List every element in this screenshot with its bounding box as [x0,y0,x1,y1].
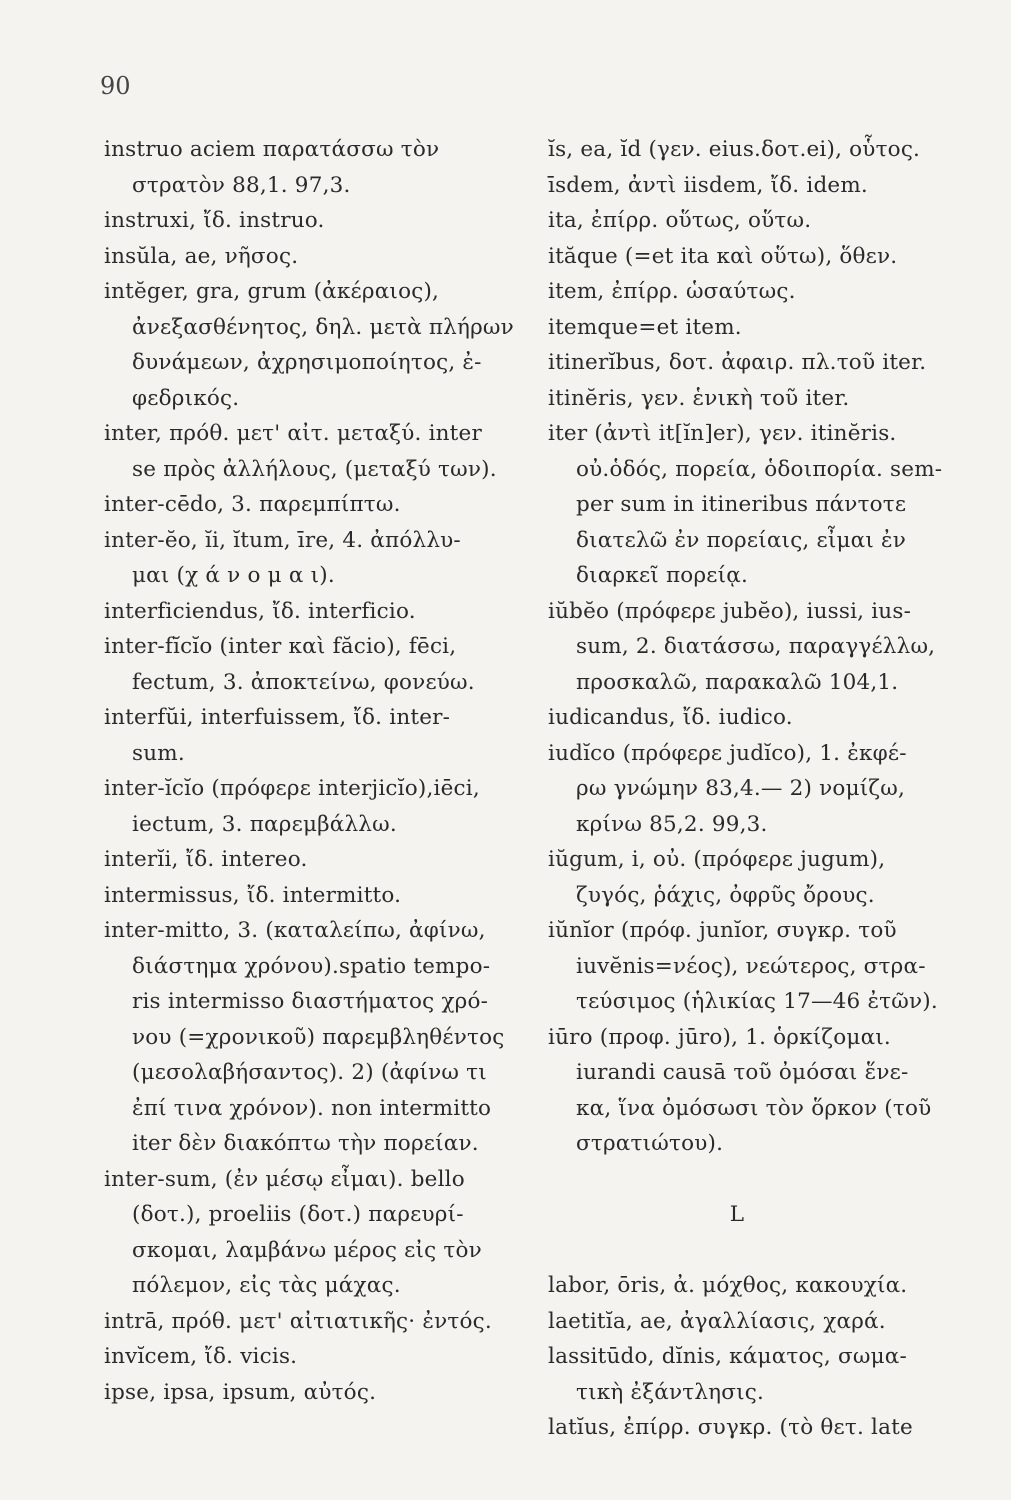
left-entry-line: interĭi, ἴδ. intereo. [104,847,308,872]
left-continuation-line: διάστημα χρόνου).spatio tempo- [132,953,491,979]
left-entry-line: inter-ĕo, ĭi, ĭtum, īre, 4. ἀπόλλυ- [104,527,461,553]
left-entry-line: intermissus, ἴδ. intermitto. [104,882,402,908]
left-entry-line: instruo aciem παρατάσσω τὸν [104,137,440,162]
right-column [548,132,966,1446]
left-entry-line: inter-fĭcĭo (inter καὶ făcio), fēci, [104,634,457,659]
right-entry-line: iudĭco (πρόφερε judĭco), 1. ἐκφέ- [548,740,907,766]
left-continuation-line: sum. [132,740,185,766]
right-entry-line: ităque (=et ita καὶ οὕτω), ὅθεν. [548,243,898,269]
right-entry-line: itinerĭbus, δοτ. ἀφαιρ. πλ.τοῦ iter. [548,350,927,375]
left-continuation-line: se πρὸς ἀλλήλους, (μεταξύ των). [132,456,497,482]
left-continuation-line: (δοτ.), proeliis (δοτ.) παρευρί- [132,1202,464,1227]
right-entry-line: lassitūdo, dĭnis, κάματος, σωμα- [548,1344,907,1369]
right-entry-line: iūro (προφ. jūro), 1. ὁρκίζομαι. [548,1024,891,1050]
left-continuation-line: fectum, 3. ἀποκτείνω, φονεύω. [132,669,475,695]
right-entry-line: ĭs, ea, ĭd (γεν. eius.δοτ.ei), οὗτος. [548,137,921,162]
right-entry-line: itemque=et item. [548,314,742,340]
right-entry-line: īsdem, ἀντὶ iisdem, ἴδ. idem. [548,172,868,198]
right-entry-line: latĭus, ἐπίρρ. συγκρ. (τὸ θετ. late [548,1415,913,1440]
left-entry-line: instruxi, ἴδ. instruo. [104,208,325,233]
left-continuation-line: ἀνεξασθένητος, δηλ. μετὰ πλήρων [132,314,514,340]
left-continuation-line: iectum, 3. παρεμβάλλω. [132,811,397,837]
right-continuation-line: ρω γνώμην 83,4.— 2) νομίζω, [576,776,905,801]
left-entry-line: inter-mitto, 3. (καταλείπω, ἀφίνω, [104,918,486,943]
left-entry-line: inter-sum, (ἐν μέσῳ εἶμαι). bello [104,1166,465,1192]
left-continuation-line: ἐπί τινα χρόνον). non intermitto [132,1095,492,1121]
left-continuation-line: (μεσολαβήσαντος). 2) (ἀφίνω τι [132,1060,487,1085]
left-continuation-line: δυνάμεων, ἀχρησιμοποίητος, ἐ- [132,350,482,375]
left-continuation-line: ris intermisso διαστήματος χρό- [132,989,489,1014]
left-continuation-line: μαι (χ ά ν ο μ α ι). [132,563,335,588]
right-continuation-line: τεύσιμος (ἡλικίας 17—46 ἐτῶν). [576,989,938,1014]
left-entry-line: intrā, πρόθ. μετ' αἰτιατικῆς· ἐντός. [104,1308,492,1334]
right-continuation-line: iuvĕnis=νέος), νεώτερος, στρα- [576,953,926,979]
right-continuation-line: κρίνω 85,2. 99,3. [576,811,768,837]
right-continuation-line: προσκαλῶ, παρακαλῶ 104,1. [576,669,899,695]
left-entry-line: ipse, ipsa, ipsum, αὐτός. [104,1379,377,1405]
page-number: 90 [100,72,131,100]
left-continuation-line: σκομαι, λαμβάνω μέρος εἰς τὸν [132,1237,482,1263]
right-continuation-line: κα, ἵνα ὀμόσωσι τὸν ὅρκον (τοῦ [576,1095,932,1121]
right-continuation-line: διαρκεῖ πορείᾳ. [576,563,749,588]
right-entry-line: item, ἐπίρρ. ὡσαύτως. [548,279,796,304]
right-entry-line: iŭnĭor (πρόφ. junĭor, συγκρ. τοῦ [548,918,897,943]
right-continuation-line: διατελῶ ἐν πορείαις, εἶμαι ἐν [576,527,907,553]
left-entry-line: invĭcem, ἴδ. vicis. [104,1344,298,1369]
left-entry-line: inter, πρόθ. μετ' αἰτ. μεταξύ. inter [104,421,482,446]
left-entry-line: inter-cēdo, 3. παρεμπίπτω. [104,492,401,517]
right-continuation-line: iurandi causā τοῦ ὀμόσαι ἕνε- [576,1060,909,1085]
right-entry-line: iŭbĕo (πρόφερε jubĕo), iussi, ius- [548,598,912,624]
left-entry-line: interficiendus, ἴδ. interficio. [104,598,416,624]
left-entry-line: intĕger, gra, grum (ἀκέραιος), [104,279,440,304]
right-entry-line: iŭgum, i, οὐ. (πρόφερε jugum), [548,847,886,872]
left-continuation-line: πόλεμον, εἰς τὰς μάχας. [132,1273,401,1298]
right-entry-line: laetitĭa, ae, ἀγαλλίασις, χαρά. [548,1308,886,1334]
right-entry-line: ita, ἐπίρρ. οὕτως, οὕτω. [548,208,812,233]
right-entry-line: iter (ἀντὶ it[ĭn]er), γεν. itinĕris. [548,421,897,446]
right-continuation-line: οὐ.ὁδός, πορεία, ὁδοιπορία. sem- [576,456,943,482]
left-entry-line: inter-ĭcĭo (πρόφερε interjicĭo),iēci, [104,776,480,801]
left-column [104,132,524,1410]
right-continuation-line: per sum in itineribus πάντοτε [576,492,907,517]
left-continuation-line: στρατὸν 88,1. 97,3. [132,172,351,198]
right-entry-line: iudicandus, ἴδ. iudico. [548,705,793,730]
right-entry-line: labor, ōris, ἀ. μόχθος, κακουχία. [548,1273,908,1298]
left-entry-line: insŭla, ae, νῆσος. [104,243,299,269]
left-continuation-line: φεδρικός. [132,385,240,411]
left-continuation-line: νου (=χρονικοῦ) παρεμβληθέντος [132,1024,505,1050]
right-entry-line: itinĕris, γεν. ἑνικὴ τοῦ iter. [548,385,850,411]
blank-line [548,1162,966,1198]
right-continuation-line: ζυγός, ῥάχις, ὀφρῦς ὄρους. [576,882,875,908]
left-entry-line: interfŭi, interfuissem, ἴδ. inter- [104,705,451,730]
section-letter: L [729,1202,745,1227]
right-continuation-line: τικὴ ἐξάντλησις. [576,1379,765,1405]
blank-line [548,1233,966,1269]
left-continuation-line: iter δὲν διακόπτω τὴν πορείαν. [132,1131,479,1156]
right-continuation-line: στρατιώτου). [576,1131,724,1156]
right-continuation-line: sum, 2. διατάσσω, παραγγέλλω, [576,634,936,659]
